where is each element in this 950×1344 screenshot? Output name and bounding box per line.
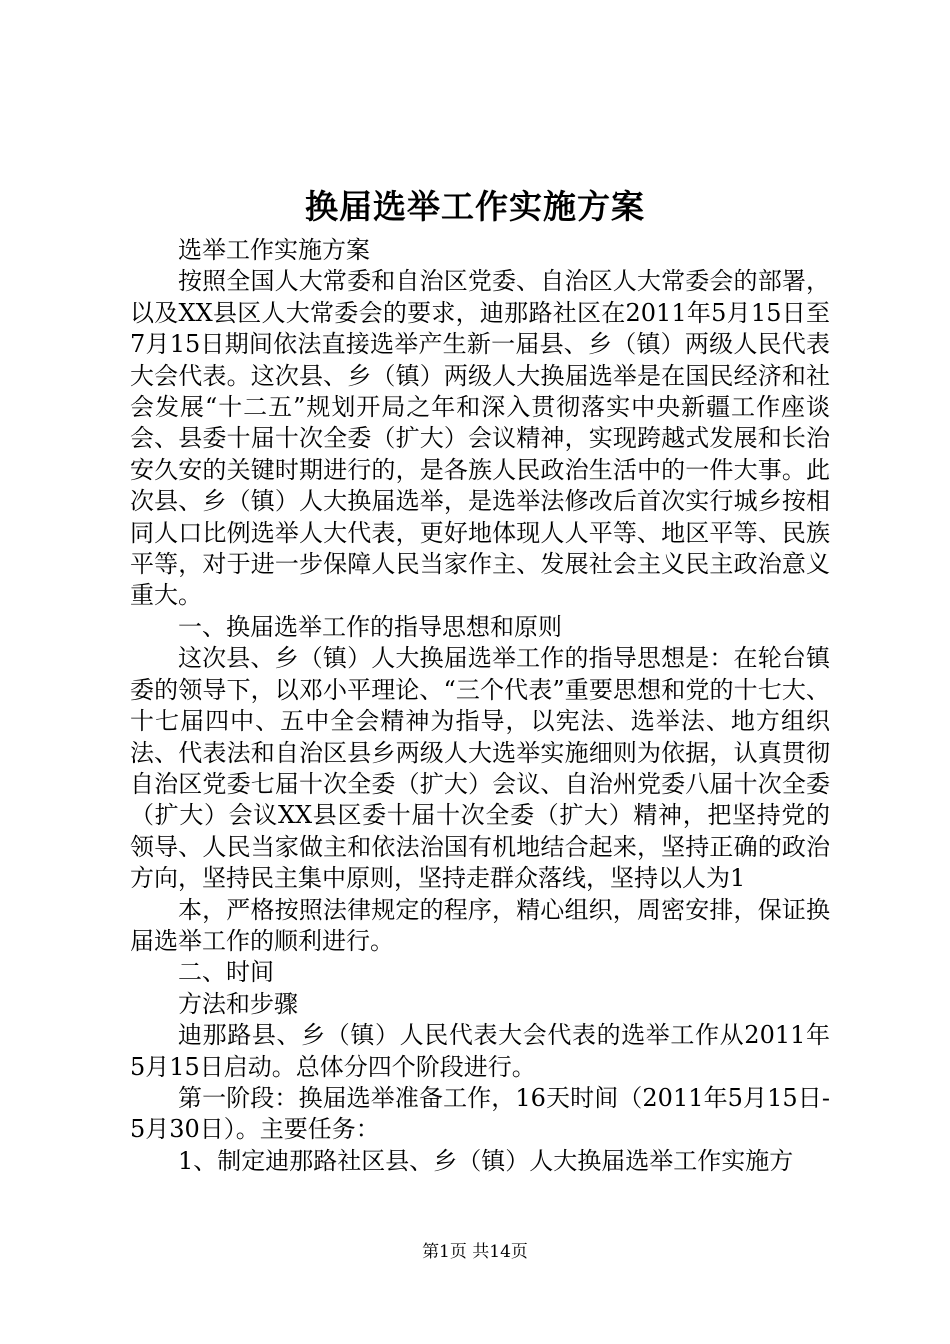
page-footer: 第1页 共14页	[422, 1242, 528, 1262]
paragraph: 按照全国人大常委和自治区党委、自治区人大常委会的部署，以及XX县区人大常委会的要求，迪那路社区在2011年5月15日至7月15日期间依法直接选举产生新一届县、乡（镇）两级人民代表大会代表。这次县、乡（镇）两级人大换届选举是在国民经济和社会发展“十二五”规划开局之年和深入贯彻落实中央新疆工作座谈会、县委十届十次全委（扩大）会议精神，实现跨越式发展和长治安久安的关键时期进行的，是各族人民政治生活中的一件大事。此次县、乡（镇）人大换届选举，是选举法修改后首次实行城乡按相同人口比例选举人大代表，更好地体现人人平等、地区平等、民族平等，对于进一步保障人民当家作主、发展社会主义民主政治意义重大。	[130, 267, 830, 610]
paragraph: 这次县、乡（镇）人大换届选举工作的指导思想是：在轮台镇委的领导下，以邓小平理论、“三个代表”重要思想和党的十七大、十七届四中、五中全会精神为指导，以宪法、选举法、地方组织法、代表法和自治区县乡两级人大选举实施细则为依据，认真贯彻自治区党委七届十次全委（扩大）会议、自治州党委八届十次全委（扩大）会议XX县区委十届十次全委（扩大）精神，把坚持党的领导、人民当家做主和依法治国有机地结合起来，坚持正确的政治方向，坚持民主集中原则，坚持走群众落线，坚持以人为1	[130, 644, 830, 893]
paragraph: 1、制定迪那路社区县、乡（镇）人大换届选举工作实施方	[178, 1146, 794, 1175]
paragraph: 选举工作实施方案	[178, 236, 370, 264]
paragraph: 方法和步骤	[178, 989, 298, 1018]
section-heading: 二、时间	[178, 958, 274, 987]
paragraph: 本，严格按照法律规定的程序，精心组织，周密安排，保证换届选举工作的顺利进行。	[130, 895, 830, 955]
document-body	[130, 235, 830, 1177]
paragraph: 迪那路县、乡（镇）人民代表大会代表的选举工作从2011年5月15日启动。总体分四个阶段进行。	[130, 1021, 830, 1081]
section-heading: 一、换届选举工作的指导思想和原则	[178, 612, 562, 641]
document-title: 换届选举工作实施方案	[305, 187, 645, 226]
paragraph: 第一阶段：换届选举准备工作，16天时间（2011年5月15日-5月30日）。主要任务：	[130, 1083, 830, 1144]
